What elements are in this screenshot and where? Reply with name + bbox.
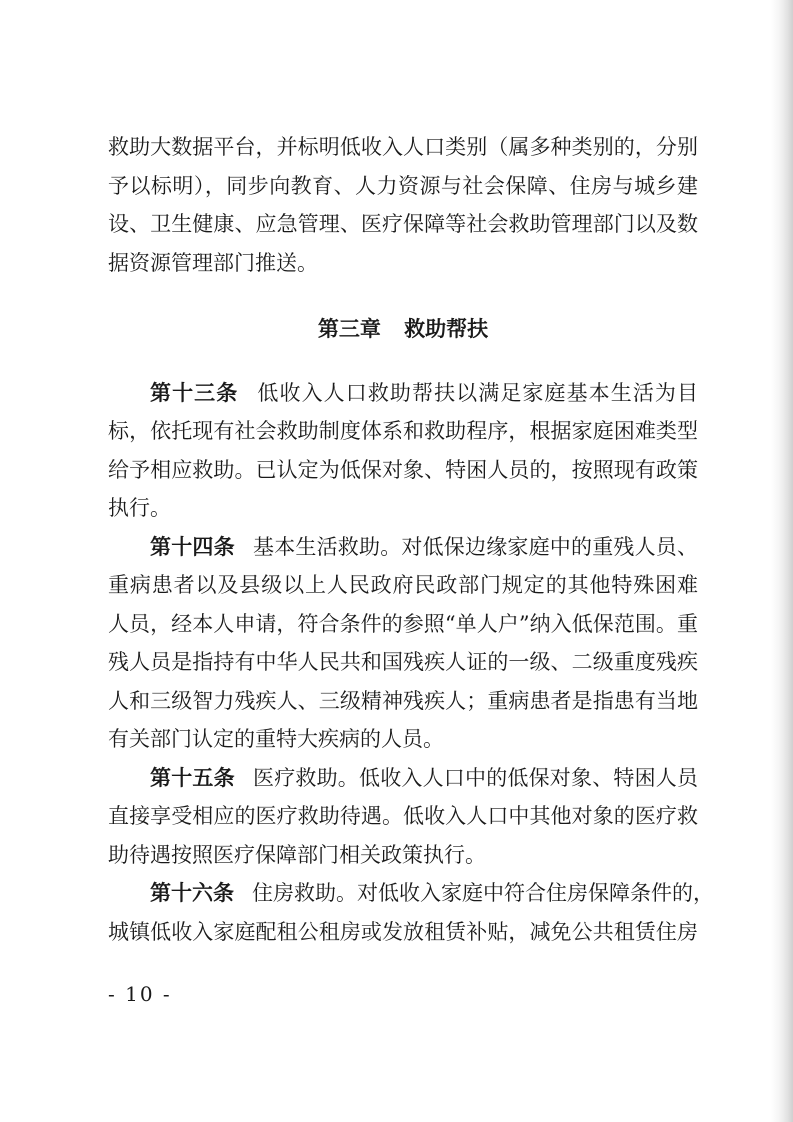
article-text: 基本生活救助。对低保边缘家庭中的重残人员、 [252,534,699,559]
text-line: 城镇低收入家庭配租公租房或发放租赁补贴，减免公共租赁住房 [108,919,698,944]
article-13 [108,374,698,528]
text-line [108,528,698,567]
text-line: 救助大数据平台，并标明低收入人口类别（属多种类别的，分别 [108,135,698,159]
document-body [108,128,714,951]
article-label: 第十三条 [150,379,239,405]
chapter-number: 第三章 [317,316,381,341]
text-line: 人和三级智力残疾人、三级精神残疾人；重病患者是指患有当地 [108,688,698,713]
text-line: 助待遇按照医疗保障部门相关政策执行。 [108,842,486,867]
text-line: 重病患者以及县级以上人民政府民政部门规定的其他特殊困难 [108,573,698,597]
text-line: 残人员是指持有中华人民共和国残疾人证的一级、二级重度残疾 [108,650,698,674]
article-text: 住房救助。对低收入家庭中符合住房保障条件的， [252,881,714,905]
page-edge-shadow [771,0,793,1122]
page-number: - 10 - [108,982,172,1006]
text-line: 据资源管理部门推送。 [108,250,318,275]
chapter-heading [108,310,698,349]
chapter-title: 救助帮扶 [404,316,489,341]
text-line: 给予相应救助。已认定为低保对象、特困人员的，按照现有政策 [108,457,698,482]
article-14 [108,528,698,759]
article-text: 医疗救助。低收入人口中的低保对象、特困人员 [252,765,699,790]
article-15 [108,759,698,875]
text-line: 人员，经本人申请，符合条件的参照“单人户”纳入低保范围。重 [108,611,698,636]
article-text: 低收入人口救助帮扶以满足家庭基本生活为目 [256,380,699,405]
text-line [108,759,698,798]
article-label: 第十六条 [150,880,234,905]
text-line: 直接享受相应的医疗救助待遇。低收入人口中其他对象的医疗救 [108,804,698,828]
text-line: 标，依托现有社会救助制度体系和救助程序，根据家庭困难类型 [108,419,698,443]
article-16 [108,874,714,951]
text-line: 执行。 [108,496,171,520]
text-line: 设、卫生健康、应急管理、医疗保障等社会救助管理部门以及数 [108,212,698,236]
article-label: 第十四条 [150,533,235,559]
text-line [108,374,698,413]
intro-paragraph [108,128,698,282]
text-line: 予以标明），同步向教育、人力资源与社会保障、住房与城乡建 [108,173,698,198]
text-line [108,874,714,913]
article-label: 第十五条 [150,764,235,790]
text-line: 有关部门认定的重特大疾病的人员。 [108,727,444,751]
